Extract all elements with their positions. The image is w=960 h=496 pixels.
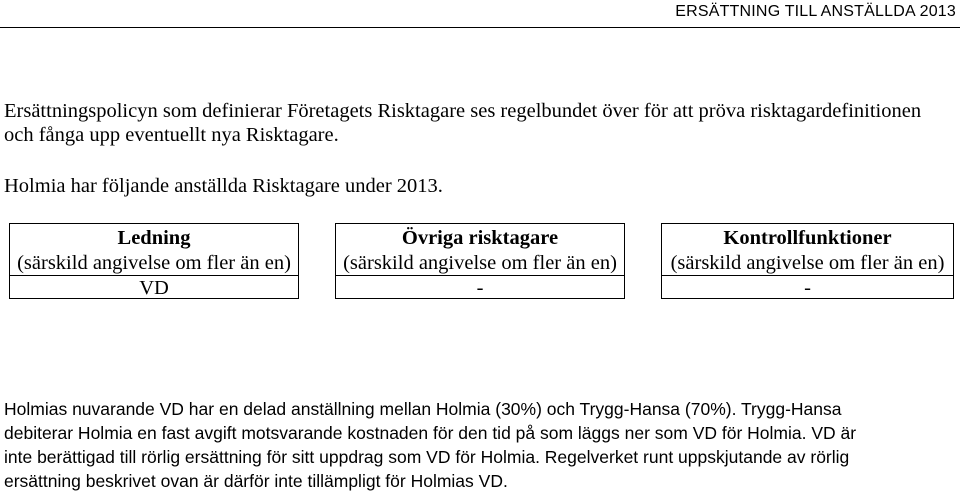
category-title: Kontrollfunktioner	[723, 227, 892, 249]
intro-line: Ersättningspolicyn som definierar Företagets Risktagare ses regelbundet över för att pröva risktagardefinitionen	[4, 100, 922, 122]
header-divider	[0, 27, 960, 28]
intro-paragraph	[4, 99, 954, 147]
closing-line: ersättning beskrivet ovan är därför inte tillämpligt för Holmias VD.	[4, 471, 508, 491]
page-header-title: ERSÄTTNING TILL ANSTÄLLDA 2013	[675, 3, 956, 20]
category-box-ovriga	[335, 223, 625, 299]
category-subtitle: (särskild angivelse om fler än en)	[670, 252, 945, 274]
category-subtitle: (särskild angivelse om fler än en)	[17, 252, 291, 274]
category-title: Övriga risktagare	[401, 227, 559, 249]
closing-line: debiterar Holmia en fast avgift motsvarande kostnaden för den tid på som läggs ner som VD för Holmia. VD är	[4, 423, 857, 443]
closing-paragraph	[4, 397, 956, 493]
intro-line: och fånga upp eventuellt nya Risktagare.	[4, 124, 339, 146]
closing-line: Holmias nuvarande VD har en delad anställning mellan Holmia (30%) och Trygg-Hansa (70%). Trygg-Hansa	[4, 399, 842, 419]
category-box-ledning	[9, 223, 299, 299]
risk-taker-statement: Holmia har följande anställda Risktagare under 2013.	[4, 175, 443, 197]
category-value: -	[804, 277, 811, 299]
category-value: VD	[139, 277, 169, 299]
category-title: Ledning	[117, 227, 191, 249]
category-box-kontroll	[661, 223, 954, 299]
closing-line: inte berättigad till rörlig ersättning för sitt uppdrag som VD för Holmia. Regelverket runt uppskjutande av rörlig	[4, 447, 850, 467]
category-value: -	[476, 277, 484, 299]
category-subtitle: (särskild angivelse om fler än en)	[343, 252, 617, 274]
